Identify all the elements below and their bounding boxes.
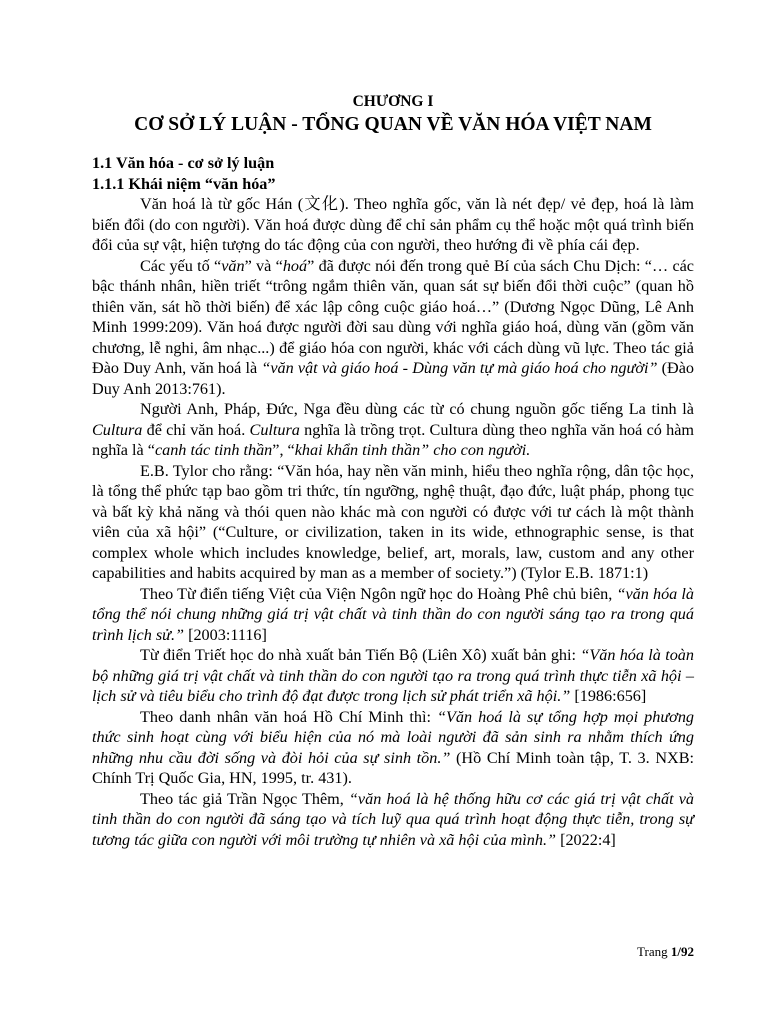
paragraph-philosophy-dictionary: Từ điển Triết học do nhà xuất bản Tiến Bộ (Liên Xô) xuất bản ghi: “Văn hóa là toàn bộ những giá trị vật chất và tinh thần do con người tạo ra trong quá trình thực tiễn xã hội – lịch sử và tiêu biểu cho trình độ đạt được trong lịch sử phát triển xã hội.” [1986:656]: [92, 646, 694, 705]
page-number: Trang 1/92: [637, 944, 694, 959]
paragraph-origin: Văn hoá là từ gốc Hán (文化). Theo nghĩa gốc, văn là nét đẹp/ vẻ đẹp, hoá là làm biến đổi (do con người). Văn hoá được dùng để chỉ sản phẩm cụ thể hoặc một quá trình biến đổi của sự vật, hiện tượng do tác động của con người, theo hướng đi về phía cái đẹp.: [92, 195, 694, 254]
subsection-heading: 1.1.1 Khái niệm “văn hóa”: [92, 174, 276, 193]
paragraph-chu-dich: Các yếu tố “văn” và “hoá” đã được nói đến trong quẻ Bí của sách Chu Dịch: “… các bậc thánh nhân, hiền triết “trông ngắm thiên văn, quan sát sự biến đổi thời cuộc” (quan hồ thiên văn, sát hồ thời biến) để xác lập công cuộc giáo hoá…” (Dương Ngọc Dũng, Lê Anh Minh 1999:209). Văn hoá được người đời sau dùng với nghĩa giáo hoá, dùng văn (gồm văn chương, lễ nghi, âm nhạc...) để giáo hóa con người, khác với cách dùng vũ lực. Theo tác giả Đào Duy Anh, văn hoá là “văn vật và giáo hoá - Dùng văn tự mà giáo hoá cho người” (Đào Duy Anh 2013:761).: [92, 256, 694, 398]
paragraph-tylor: E.B. Tylor cho rằng: “Văn hóa, hay nền văn minh, hiểu theo nghĩa rộng, dân tộc học, là tổng thể phức tạp bao gồm tri thức, tín ngưỡng, nghệ thuật, đạo đức, luật pháp, phong tục và bất kỳ khả năng và thói quen nào khác mà con người có được với tư cách là một thành viên của xã hội” (“Culture, or civilization, taken in its wide, ethnographic sense, is that complex whole which includes knowledge, belief, art, morals, law, custom and any other capabilities and habits acquired by man as a member of society.”) (Tylor E.B. 1871:1): [92, 461, 694, 582]
document-body: [92, 153, 694, 850]
chapter-label: CHƯƠNG I: [352, 93, 434, 110]
chapter-title: CƠ SỞ LÝ LUẬN - TỔNG QUAN VỀ VĂN HÓA VIỆT NAM: [134, 114, 652, 135]
section-heading: 1.1 Văn hóa - cơ sở lý luận: [92, 154, 275, 172]
paragraph-tran-ngoc-them: Theo tác giả Trần Ngọc Thêm, “văn hoá là hệ thống hữu cơ các giá trị vật chất và tinh thần do con người đã sáng tạo và tích luỹ qua quá trình hoạt động thực tiễn, trong sự tương tác giữa con người với môi trường tự nhiên và xã hội của mình.” [2022:4]: [92, 789, 694, 849]
paragraph-cultura: Người Anh, Pháp, Đức, Nga đều dùng các từ có chung nguồn gốc tiếng La tinh là Cultura để chỉ văn hoá. Cultura nghĩa là trồng trọt. Cultura dùng theo nghĩa văn hoá có hàm nghĩa là “canh tác tinh thần”, “khai khẩn tinh thần” cho con người.: [92, 400, 694, 459]
paragraph-dictionary-hoang-phe: Theo Từ điển tiếng Việt của Viện Ngôn ngữ học do Hoàng Phê chủ biên, “văn hóa là tổng thể nói chung những giá trị vật chất và tinh thần do con người sáng tạo ra trong quá trình lịch sử.” [2003:1116]: [92, 584, 694, 644]
paragraph-ho-chi-minh: Theo danh nhân văn hoá Hồ Chí Minh thì: “Văn hoá là sự tổng hợp mọi phương thức sinh hoạt cùng với biểu hiện của nó mà loài người đã sản sinh ra nhằm thích ứng những nhu cầu đời sống và đòi hỏi của sự sinh tồn.” (Hồ Chí Minh toàn tập, T. 3. NXB: Chính Trị Quốc Gia, HN, 1995, tr. 431).: [92, 707, 695, 787]
